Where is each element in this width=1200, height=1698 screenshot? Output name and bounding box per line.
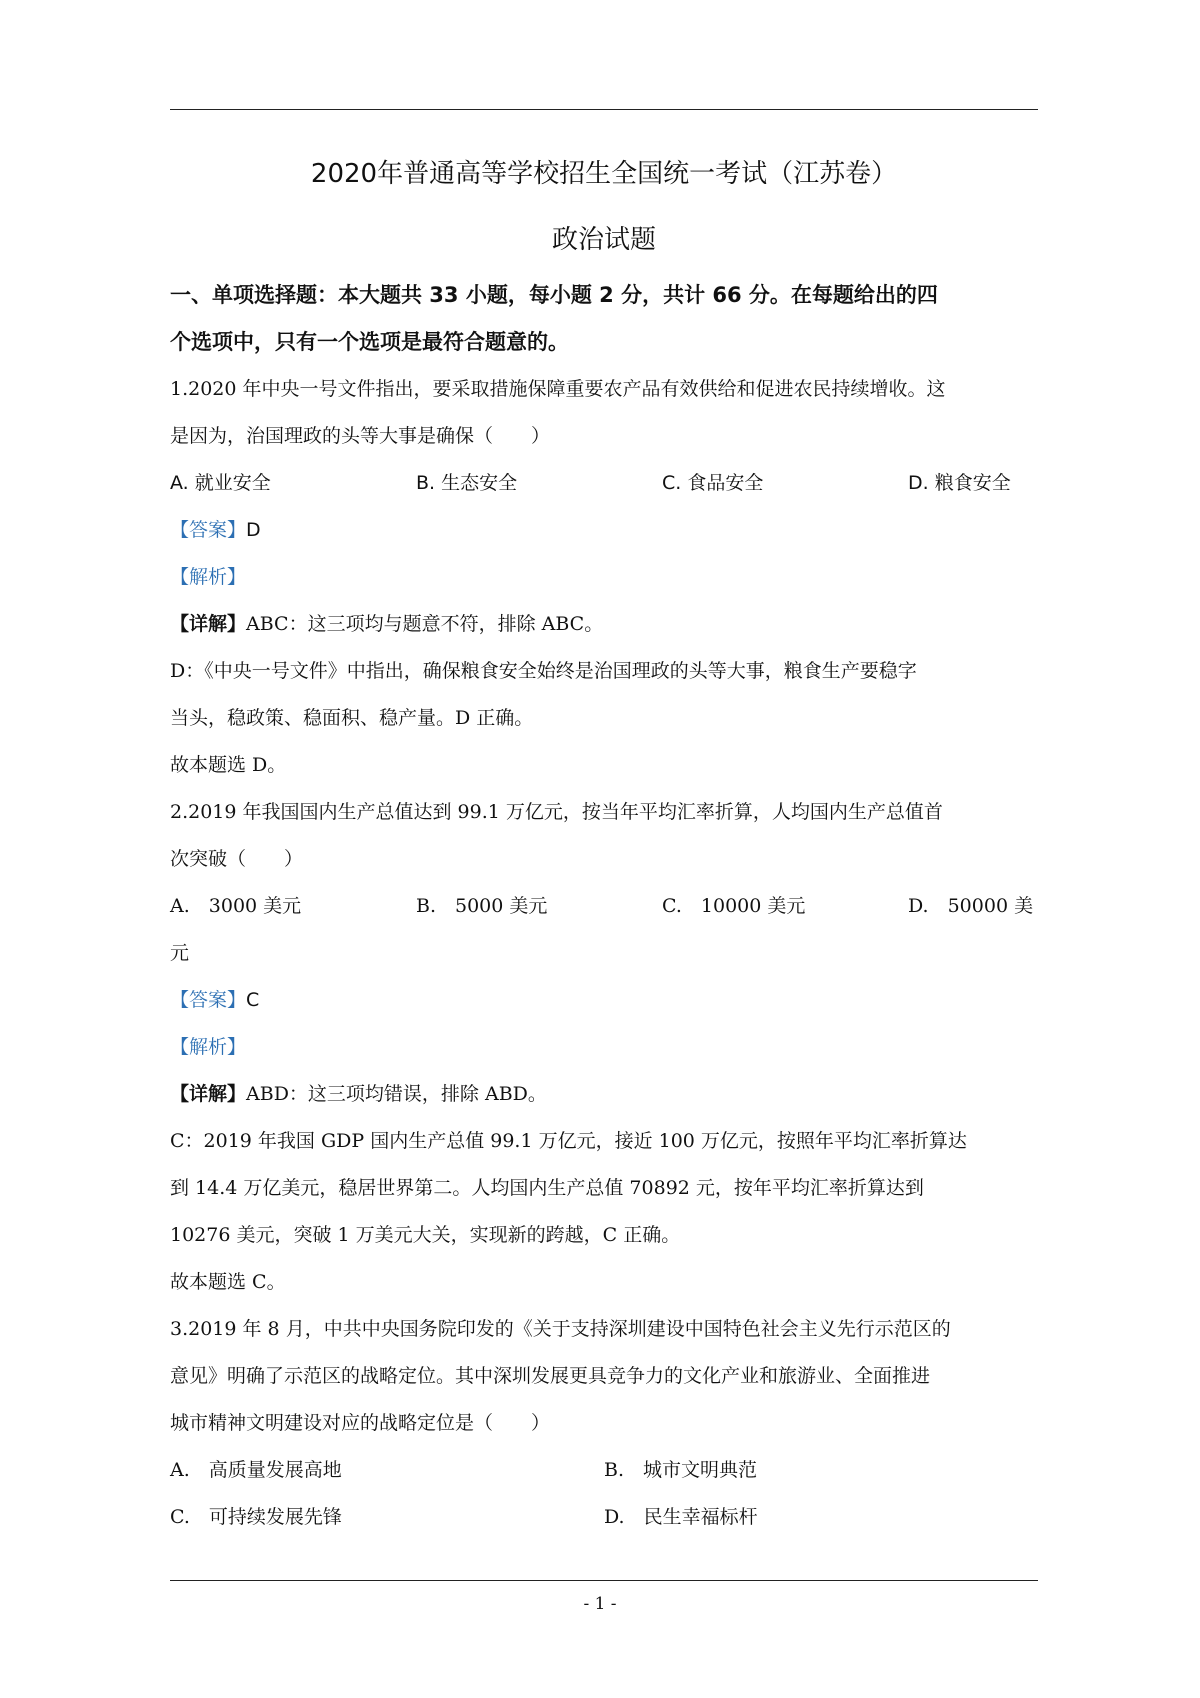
- question-3: [170, 1306, 1038, 1541]
- answer-label: 【答案】: [170, 519, 247, 541]
- option-d: D. 民生幸福标杆: [604, 1506, 758, 1528]
- conclusion-text: 故本题选 D。: [170, 754, 287, 776]
- section-heading-line: 一、单项选择题：本大题共 33 小题，每小题 2 分，共计 66 分。在每题给出的四: [170, 283, 938, 307]
- option-a: A. 3000 美元: [170, 895, 302, 917]
- explanation-text: 10276 美元，突破 1 万美元大关，实现新的跨越，C 正确。: [170, 1224, 681, 1246]
- explanation-text: D：《中央一号文件》中指出，确保粮食安全始终是治国理政的头等大事，粮食生产要稳字: [170, 660, 917, 682]
- option-c: C. 可持续发展先锋: [170, 1506, 342, 1528]
- analysis-line: [170, 554, 1038, 601]
- option-b: B. 生态安全: [416, 472, 518, 494]
- analysis-label: 【解析】: [170, 1036, 247, 1058]
- question-stem: 次突破（ ）: [170, 848, 304, 870]
- options-row: [170, 1494, 1038, 1541]
- options-row: [170, 883, 1038, 930]
- answer-label: 【答案】: [170, 989, 247, 1011]
- answer-line: [170, 507, 1038, 554]
- analysis-line: [170, 1024, 1038, 1071]
- page-number: - 1 -: [583, 1594, 617, 1614]
- detail-line: [170, 601, 1038, 648]
- answer-value: D: [246, 519, 261, 541]
- question-stem: 意见》明确了示范区的战略定位。其中深圳发展更具竞争力的文化产业和旅游业、全面推进: [170, 1365, 931, 1387]
- analysis-label: 【解析】: [170, 566, 247, 588]
- exam-title: 2020年普通高等学校招生全国统一考试（江苏卷）: [310, 159, 898, 189]
- header-rule: [170, 109, 1038, 110]
- question-1: [170, 366, 1038, 789]
- detail-text: ABD：这三项均错误，排除 ABD。: [246, 1083, 547, 1105]
- detail-line: [170, 1071, 1038, 1118]
- question-2: [170, 789, 1038, 1306]
- footer-rule: [170, 1580, 1038, 1581]
- explanation-text: C：2019 年我国 GDP 国内生产总值 99.1 万亿元，接近 100 万亿元，按照年平均汇率折算达: [170, 1130, 967, 1152]
- option-c: C. 食品安全: [662, 472, 764, 494]
- section-heading-line: 个选项中，只有一个选项是最符合题意的。: [170, 330, 569, 354]
- explanation-text: 到 14.4 万亿美元，稳居世界第二。人均国内生产总值 70892 元，按年平均汇率折算达到: [170, 1177, 924, 1199]
- option-c: C. 10000 美元: [662, 895, 806, 917]
- option-b: B. 5000 美元: [416, 895, 548, 917]
- exam-page-content: [170, 152, 1038, 1541]
- options-row: [170, 1447, 1038, 1494]
- option-d: D. 粮食安全: [908, 472, 1011, 494]
- option-b: B. 城市文明典范: [604, 1459, 758, 1481]
- explanation-text: 当头，稳政策、稳面积、稳产量。D 正确。: [170, 707, 534, 729]
- question-stem: 是因为，治国理政的头等大事是确保（ ）: [170, 425, 551, 447]
- option-a: A. 高质量发展高地: [170, 1459, 342, 1481]
- answer-line: [170, 977, 1038, 1024]
- question-stem: 3.2019 年 8 月，中共中央国务院印发的《关于支持深圳建设中国特色社会主义先行示范区的: [170, 1318, 951, 1340]
- exam-subtitle: 政治试题: [551, 225, 656, 255]
- options-row: [170, 460, 1038, 507]
- conclusion-text: 故本题选 C。: [170, 1271, 286, 1293]
- answer-value: C: [246, 989, 260, 1011]
- question-stem: 2.2019 年我国国内生产总值达到 99.1 万亿元，按当年平均汇率折算，人均国内生产总值首: [170, 801, 943, 823]
- option-d: D. 50000 美: [908, 895, 1034, 917]
- detail-label: 【详解】: [170, 613, 247, 635]
- detail-text: ABC：这三项均与题意不符，排除 ABC。: [246, 613, 604, 635]
- option-d-continued: 元: [170, 942, 190, 964]
- section-heading: [170, 272, 1038, 366]
- option-a: A. 就业安全: [170, 472, 271, 494]
- detail-label: 【详解】: [170, 1083, 247, 1105]
- question-stem: 1.2020 年中央一号文件指出，要采取措施保障重要农产品有效供给和促进农民持续增收。这: [170, 378, 946, 400]
- question-stem: 城市精神文明建设对应的战略定位是（ ）: [170, 1412, 551, 1434]
